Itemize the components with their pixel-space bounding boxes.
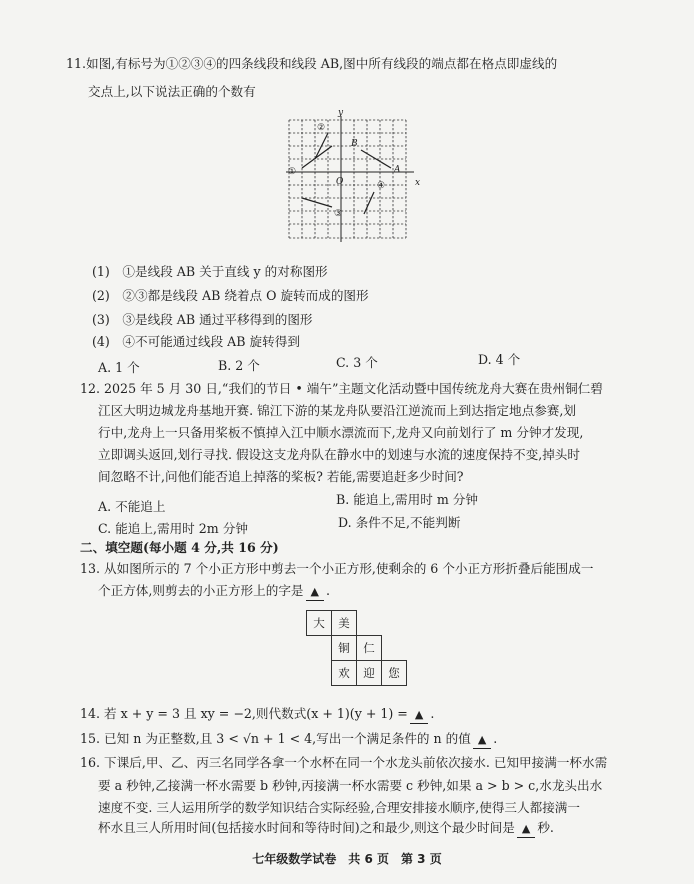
q16-line4-end: 秒. [537, 820, 554, 835]
q14-line [80, 706, 434, 724]
net-cell: 您 [381, 660, 407, 686]
net-cell: 仁 [356, 635, 382, 661]
q16-line4-text: 杯水且三人所用时间(包括接水时间和等待时间)之和最少,则这个最少时间是 [98, 820, 515, 835]
net-cell: 迎 [356, 660, 382, 686]
q13-line2 [98, 583, 330, 601]
q11-line2: 交点上,以下说法正确的个数有 [88, 84, 256, 99]
q12-line5: 间忽略不计,问他们能否追上掉落的桨板? 若能,需要追赶多少时间? [98, 469, 464, 484]
q13-line2-text: 个正方体,则剪去的小正方形上的字是 [98, 583, 304, 598]
q14-answer-blank [410, 706, 428, 724]
blank-triangle-icon: ▲ [310, 585, 319, 598]
q11-statement-1: (1) ①是线段 AB 关于直线 y 的对称图形 [92, 264, 328, 279]
q14-end: . [430, 706, 435, 721]
q11-option-c: C. 3 个 [336, 355, 378, 370]
q12-line1: 12. 2025 年 5 月 30 日,“我们的节日 • 端午”主题文化活动暨中国传统龙舟大赛在贵州铜仁碧 [80, 381, 603, 396]
net-cell: 大 [306, 610, 332, 636]
grid-lines [289, 120, 406, 238]
q13-line1: 13. 从如图所示的 7 个小正方形中剪去一个小正方形,使剩余的 6 个小正方形折叠后能围成一 [80, 561, 594, 576]
q11-line1: 11.如图,有标号为①②③④的四条线段和线段 AB,图中所有线段的端点都在格点即虚线的 [66, 56, 558, 71]
q11-figure [286, 108, 426, 246]
q12-option-a: A. 不能追上 [98, 499, 166, 514]
net-cell: 美 [331, 610, 357, 636]
origin-label: O [336, 177, 344, 187]
blank-triangle-icon: ▲ [521, 822, 531, 835]
segment-3-label: ③ [334, 209, 343, 219]
q11-option-d: D. 4 个 [478, 352, 521, 367]
section-heading: 二、填空题(每小题 4 分,共 16 分) [80, 540, 279, 555]
page-footer: 七年级数学试卷 共 6 页 第 3 页 [252, 852, 442, 866]
q12-option-b: B. 能追上,需用时 m 分钟 [336, 492, 478, 507]
q11-statement-4: (4) ④不可能通过线段 AB 旋转得到 [92, 334, 300, 349]
q15-end: . [493, 731, 498, 746]
q12-line4: 立即调头返回,划行寻找. 假设这支龙舟队在静水中的划速与水流的速度保持不变,掉头时 [98, 447, 580, 462]
q15-answer-blank [473, 731, 491, 749]
blank-triangle-icon: ▲ [477, 733, 487, 746]
q12-option-c: C. 能追上,需用时 2m 分钟 [98, 521, 248, 536]
net-cell: 铜 [331, 635, 357, 661]
q13-line2-end: . [325, 583, 330, 598]
x-axis-label: x [415, 178, 421, 188]
q12-option-d: D. 条件不足,不能判断 [338, 515, 461, 530]
q12-line2: 江区大明边城龙舟基地开赛. 锦江下游的某龙舟队要沿江逆流而上到达指定地点参赛,划 [98, 403, 576, 418]
q15-text: 15. 已知 n 为正整数,且 3 < √n + 1 < 4,写出一个满足条件的 n 的值 [80, 731, 471, 746]
q16-line3: 速度不变. 三人运用所学的数学知识结合实际经验,合理安排接水顺序,使得三人都接满一 [98, 800, 580, 815]
net-cell: 欢 [331, 660, 357, 686]
q15-line [80, 731, 497, 749]
segment-4-label: ④ [377, 181, 386, 191]
blank-triangle-icon: ▲ [414, 708, 424, 721]
q16-answer-blank [517, 820, 535, 838]
q16-line1: 16. 下课后,甲、乙、丙三名同学各拿一个水杯在同一个水龙头前依次接水. 已知甲接满一杯水需 [80, 755, 608, 770]
q16-line2: 要 a 秒钟,乙接满一杯水需要 b 秒钟,丙接满一杯水需要 c 秒钟,如果 a > b > c,水龙头出水 [98, 778, 603, 793]
q11-statement-3: (3) ③是线段 AB 通过平移得到的图形 [92, 312, 313, 327]
q11-option-a: A. 1 个 [98, 360, 140, 375]
point-b-label: B [351, 139, 358, 149]
segment-2-label: ② [317, 123, 326, 133]
q16-line4 [98, 820, 554, 838]
q14-text: 14. 若 x + y = 3 且 xy = −2,则代数式(x + 1)(y + 1) = [80, 706, 408, 721]
y-axis-label: y [338, 108, 344, 118]
q11-option-b: B. 2 个 [218, 358, 260, 373]
q12-line3: 行中,龙舟上一只备用桨板不慎掉入江中顺水漂流而下,龙舟又向前划行了 m 分钟才发现, [98, 425, 584, 440]
segment-1 [302, 146, 332, 168]
segment-3 [302, 198, 332, 207]
q13-answer-blank [306, 583, 324, 601]
q11-statement-2: (2) ②③都是线段 AB 绕着点 O 旋转而成的图形 [92, 288, 369, 303]
point-a-label: A [394, 165, 401, 175]
segment-1-label: ① [288, 167, 297, 177]
